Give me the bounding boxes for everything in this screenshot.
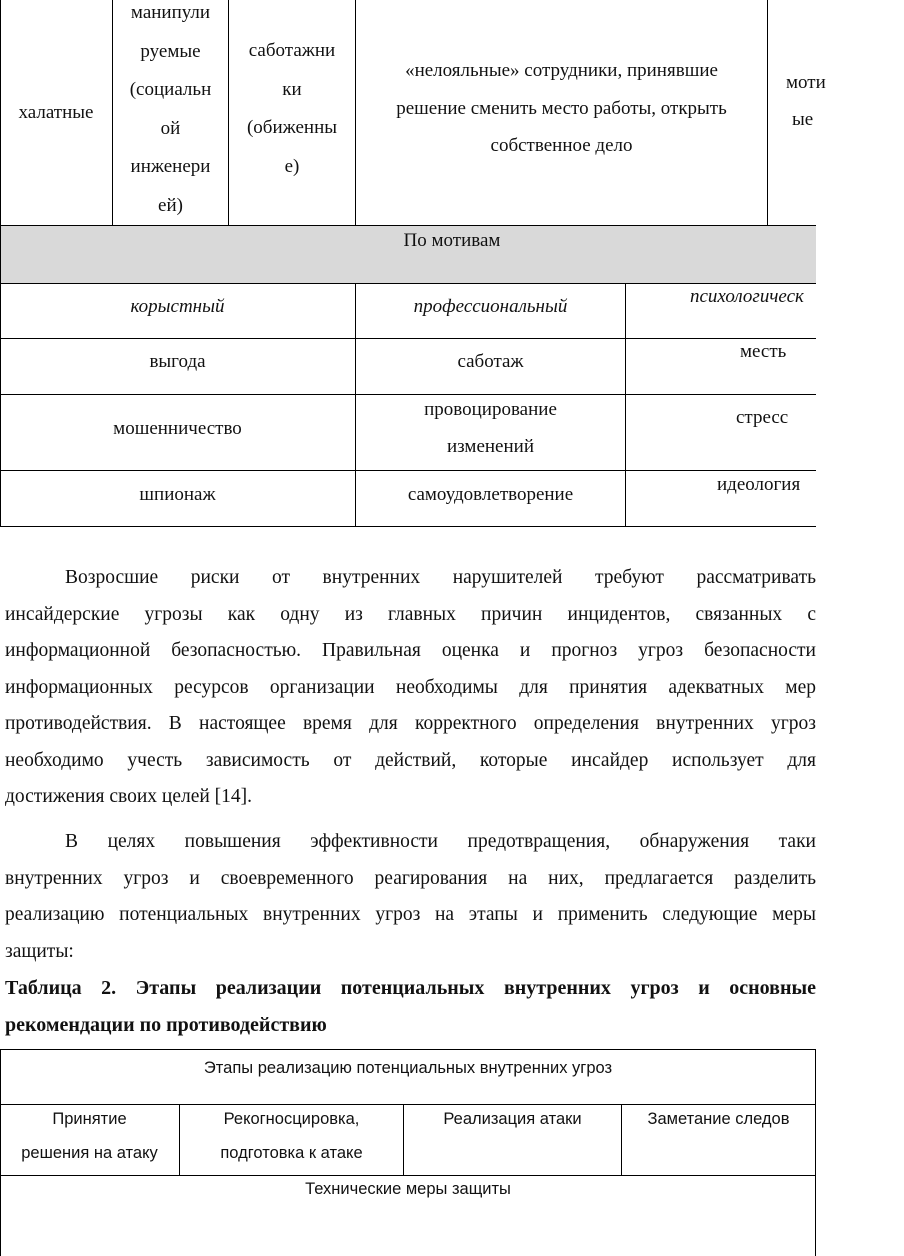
stage-reconnaissance: Рекогносцировка, подготовка к атаке: [220, 1110, 363, 1162]
table-cell: провоцирование изменений: [424, 399, 557, 457]
table-cell: выгода: [149, 350, 206, 372]
table-cell: мошенничество: [113, 417, 242, 439]
header-cell-saboteurs: саботажни ки (обиженны е): [246, 40, 338, 177]
motive-header-psychological: психологическ: [690, 286, 804, 307]
stage-cover-tracks: Заметание следов: [647, 1110, 790, 1128]
motive-header-mercenary: корыстный: [130, 295, 225, 317]
stage-attack: Реализация атаки: [443, 1110, 582, 1128]
table-cell: шпионаж: [139, 483, 216, 505]
table-cell: идеология: [717, 474, 801, 495]
header-cell-disloyal: «нелояльные» сотрудники, принявшие решение сменить место работы, открыть собственное дело: [396, 60, 727, 156]
body-paragraph-1: Возросшие риски от внутренних нарушителей требуют рассматривать инсайдерские угрозы как одну из главных причин инцидентов, связанных с информационной безопасностью. Правильная оценка и прогноз угроз безопасности информационных ресурсов организации необходимы для принятия адекватных мер противодействия. В настоящее время для корректного определения внутренних угроз необходимо учесть зависимость от действий, которые инсайдер использует для достижения своих целей [14].: [5, 567, 816, 807]
table-cell: саботаж: [457, 350, 524, 372]
motive-header-professional: профессиональный: [413, 295, 568, 317]
header-cell-manipulated: манипули руемые (социальн ой инженери ей): [129, 2, 212, 216]
table-cell: месть: [740, 341, 787, 362]
header-cell-careless: халатные: [18, 102, 94, 123]
section-title-by-motives: По мотивам: [403, 230, 501, 251]
body-paragraph-2: В целях повышения эффективности предотвращения, обнаружения таки внутренних угроз и своевременного реагирования на них, предлагается разделить реализацию потенциальных внутренних угроз на этапы и применить следующие меры защиты:: [5, 831, 816, 962]
stage-decision: Принятие решения на атаку: [21, 1110, 158, 1162]
header-cell-motivated: моти ые: [786, 72, 826, 130]
technical-measures-row: Технические меры защиты: [305, 1180, 511, 1198]
table-2-caption: Таблица 2. Этапы реализации потенциальных внутренних угроз и основные рекомендации по противодействию: [5, 977, 816, 1036]
stages-table-title: Этапы реализацию потенциальных внутренних угроз: [203, 1059, 613, 1077]
table-cell: самоудовлетворение: [407, 483, 574, 505]
table-cell: стресс: [736, 407, 789, 428]
